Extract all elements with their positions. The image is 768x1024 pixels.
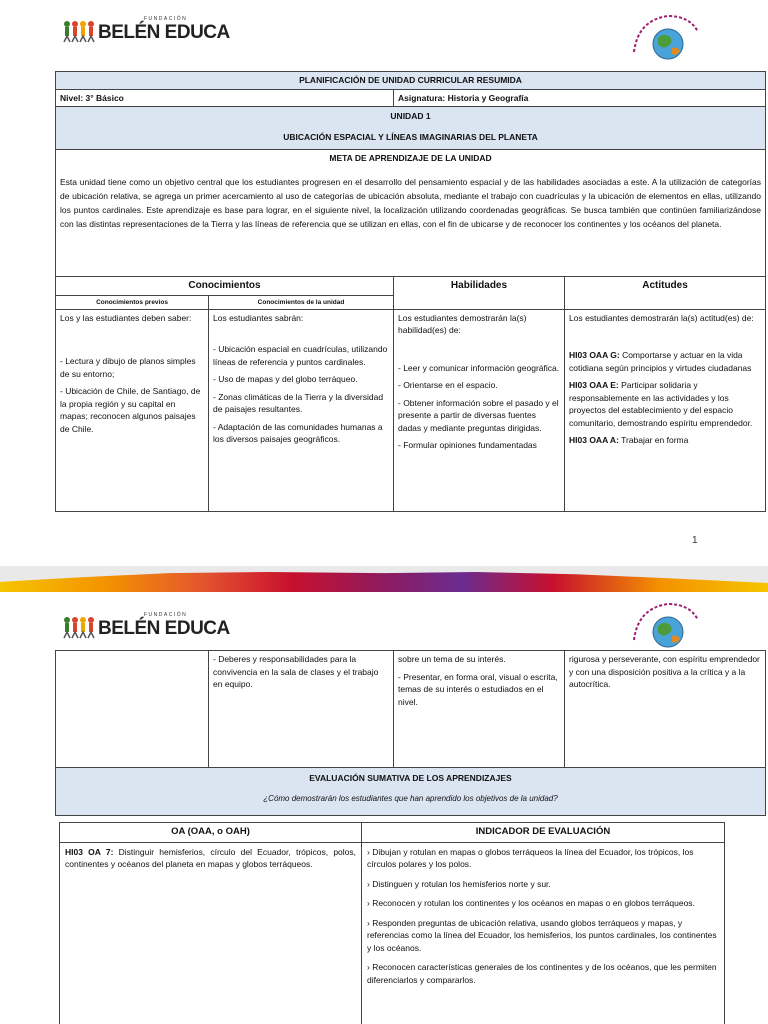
actitudes-cell bbox=[565, 309, 766, 511]
sub-unidad-header: Conocimientos de la unidad bbox=[209, 295, 394, 309]
actitudes-intro: Los estudiantes demostrarán la(s) actitud(es) de: bbox=[569, 312, 754, 323]
belen-educa-logo bbox=[62, 612, 230, 640]
unidad-item: - Zonas climáticas de la Tierra y la diversidad de paisajes resultantes. bbox=[213, 391, 384, 414]
indicador-cell bbox=[362, 842, 725, 1024]
actitud-code: HI03 OAA A: bbox=[569, 435, 619, 445]
belen-educa-logo bbox=[62, 16, 230, 44]
actitudes-cont-cell bbox=[565, 651, 766, 768]
children-logo-icon bbox=[62, 20, 96, 44]
unidad-item: - Deberes y responsabilidades para la convivencia en la sala de clases y el trabajo en equipo. bbox=[213, 654, 379, 689]
logo-name: BELÉN EDUCA bbox=[98, 22, 230, 43]
unit-title: UBICACIÓN ESPACIAL Y LÍNEAS IMAGINARIAS DEL PLANETA bbox=[283, 131, 538, 142]
planning-table-continued bbox=[55, 650, 766, 816]
previos-item: - Ubicación de Chile, de Santiago, de la propia región y su capital en mapas; reconocen algunos paisajes de Chile. bbox=[60, 386, 201, 434]
previos-cont-cell bbox=[56, 651, 209, 768]
unit-number: UNIDAD 1 bbox=[390, 111, 431, 121]
evaluation-title: EVALUACIÓN SUMATIVA DE LOS APRENDIZAJES bbox=[309, 773, 512, 783]
col-actitudes-header: Actitudes bbox=[565, 277, 766, 310]
nivel-cell: Nivel: 3° Básico bbox=[56, 89, 394, 107]
habilidad-item: - Obtener información sobre el pasado y el presente a partir de diversas fuentes dadas y mediante preguntas dirigidas. bbox=[398, 397, 559, 433]
indicador-item: › Dibujan y rotulan en mapas o globos terráqueos la línea del Ecuador, los trópicos, los círculos polares y los polos. bbox=[367, 846, 694, 869]
actitud-code: HI03 OAA G: bbox=[569, 350, 620, 360]
sub-previos-header: Conocimientos previos bbox=[56, 295, 209, 309]
habilidades-intro: Los estudiantes demostrarán la(s) habilidad(es) de: bbox=[398, 312, 527, 335]
indicador-item: › Distinguen y rotulan los hemisferios norte y sur. bbox=[367, 878, 551, 889]
indicador-item: › Reconocen y rotulan los continentes y los océanos en mapas o en globos terráqueos. bbox=[367, 898, 695, 908]
planning-table bbox=[55, 71, 766, 512]
habilidades-cell bbox=[394, 309, 565, 511]
document-page-2 bbox=[0, 592, 768, 1024]
logo-foundation-label: FUNDACIÓN bbox=[144, 16, 188, 22]
habilidad-item: - Orientarse en el espacio. bbox=[398, 380, 498, 390]
unidad-cont-cell bbox=[209, 651, 394, 768]
oa-cell bbox=[60, 842, 362, 1024]
unidad-item: - Uso de mapas y del globo terráqueo. bbox=[213, 374, 358, 384]
actitud-text: rigurosa y perseverante, con espíritu emprendedor y con una disposición positiva a la crítica y a la autocrítica. bbox=[569, 654, 760, 689]
page-number: 1 bbox=[692, 535, 698, 546]
meta-text: Esta unidad tiene como un objetivo central que los estudiantes progresen en el desarrollo del pensamiento espacial y de las habilidades asociadas a este. A la utilización de categorías de ubicación relativa, se agrega un primer acercamiento al uso de categorías de ubicación absoluta, mediante el trabajo con cuadrículas y la ubicación de elementos en ellas, utilizando los puntos cardinales. Este aprendizaje es base para lograr, en el siguiente nivel, la localización utilizando coordenadas geográficas. Se busca también que continúen familiarizándose con las distintas representaciones de la Tierra y las líneas de referencia que se utilizan en ellas, con el fin de ubicarse y de reconocer los continentes y los océanos del planeta. bbox=[60, 176, 762, 229]
oa-code: HI03 OA 7: bbox=[65, 846, 114, 857]
evaluation-header bbox=[56, 768, 766, 816]
evaluation-question: ¿Cómo demostrarán los estudiantes que han aprendido los objetivos de la unidad? bbox=[263, 793, 558, 803]
meta-title: META DE APRENDIZAJE DE LA UNIDAD bbox=[329, 153, 492, 163]
actitud-text: Trabajar en forma bbox=[618, 435, 689, 445]
red-historia-geografia-seal-icon bbox=[628, 12, 702, 68]
actitud-item bbox=[569, 434, 761, 447]
evaluation-table bbox=[59, 822, 725, 1024]
children-logo-icon bbox=[62, 616, 96, 640]
previos-item: - Lectura y dibujo de planos simples de su entorno; bbox=[60, 356, 196, 379]
indicador-item: › Responden preguntas de ubicación relativa, usando globos terráqueos y mapas, y referencias como la línea del Ecuador, los hemisferios, los puntos cardinales, los continentes y los océanos. bbox=[367, 917, 717, 953]
indicador-header: INDICADOR DE EVALUACIÓN bbox=[362, 823, 725, 843]
oa-header: OA (OAA, o OAH) bbox=[60, 823, 362, 843]
unidad-intro: Los estudiantes sabrán: bbox=[213, 312, 304, 323]
habilidad-item: - Formular opiniones fundamentadas bbox=[398, 440, 537, 450]
habilidad-item: - Presentar, en forma oral, visual o escrita, temas de su interés o estudiados en el nivel. bbox=[398, 671, 558, 707]
habilidad-item: sobre un tema de su interés. bbox=[398, 654, 506, 664]
planning-title: PLANIFICACIÓN DE UNIDAD CURRICULAR RESUMIDA bbox=[56, 72, 766, 90]
actitud-item bbox=[569, 349, 761, 374]
unidad-item: - Adaptación de las comunidades humanas a los diversos paisajes geográficos. bbox=[213, 421, 383, 444]
meta-cell bbox=[56, 150, 766, 277]
red-historia-geografia-seal-icon bbox=[628, 600, 702, 656]
actitud-item bbox=[569, 379, 761, 429]
oa-text: Distinguir hemisferios, círculo del Ecuador, trópicos, polos, continentes y océanos del planeta en mapas y globos terráqueos. bbox=[65, 846, 356, 869]
logo-foundation-label: FUNDACIÓN bbox=[144, 612, 188, 618]
unit-header bbox=[56, 107, 766, 150]
habilidad-item: - Leer y comunicar información geográfica. bbox=[398, 362, 560, 373]
actitud-text: Comportarse y actuar en la vida cotidiana según principios y virtudes ciudadanas bbox=[569, 350, 752, 373]
actitud-code: HI03 OAA E: bbox=[569, 380, 619, 390]
actitud-text: Participar solidaria y responsablemente en las actividades y los proyectos del establecimiento y del espacio comunitario, demostrando espíritu emprendedor. bbox=[569, 380, 753, 428]
previos-intro: Los y las estudiantes deben saber: bbox=[60, 312, 192, 323]
asignatura-cell: Asignatura: Historia y Geografía bbox=[394, 89, 766, 107]
habilidades-cont-cell bbox=[394, 651, 565, 768]
logo-name: BELÉN EDUCA bbox=[98, 618, 230, 639]
col-conocimientos-header: Conocimientos bbox=[56, 277, 394, 296]
previos-cell bbox=[56, 309, 209, 511]
indicador-item: › Reconocen características generales de los continentes y de los océanos, que les permiten diferenciarlos y compararlos. bbox=[367, 962, 717, 985]
unidad-item: - Ubicación espacial en cuadrículas, utilizando líneas de referencia y puntos cardinales. bbox=[213, 344, 388, 367]
unidad-cell bbox=[209, 309, 394, 511]
col-habilidades-header: Habilidades bbox=[394, 277, 565, 310]
